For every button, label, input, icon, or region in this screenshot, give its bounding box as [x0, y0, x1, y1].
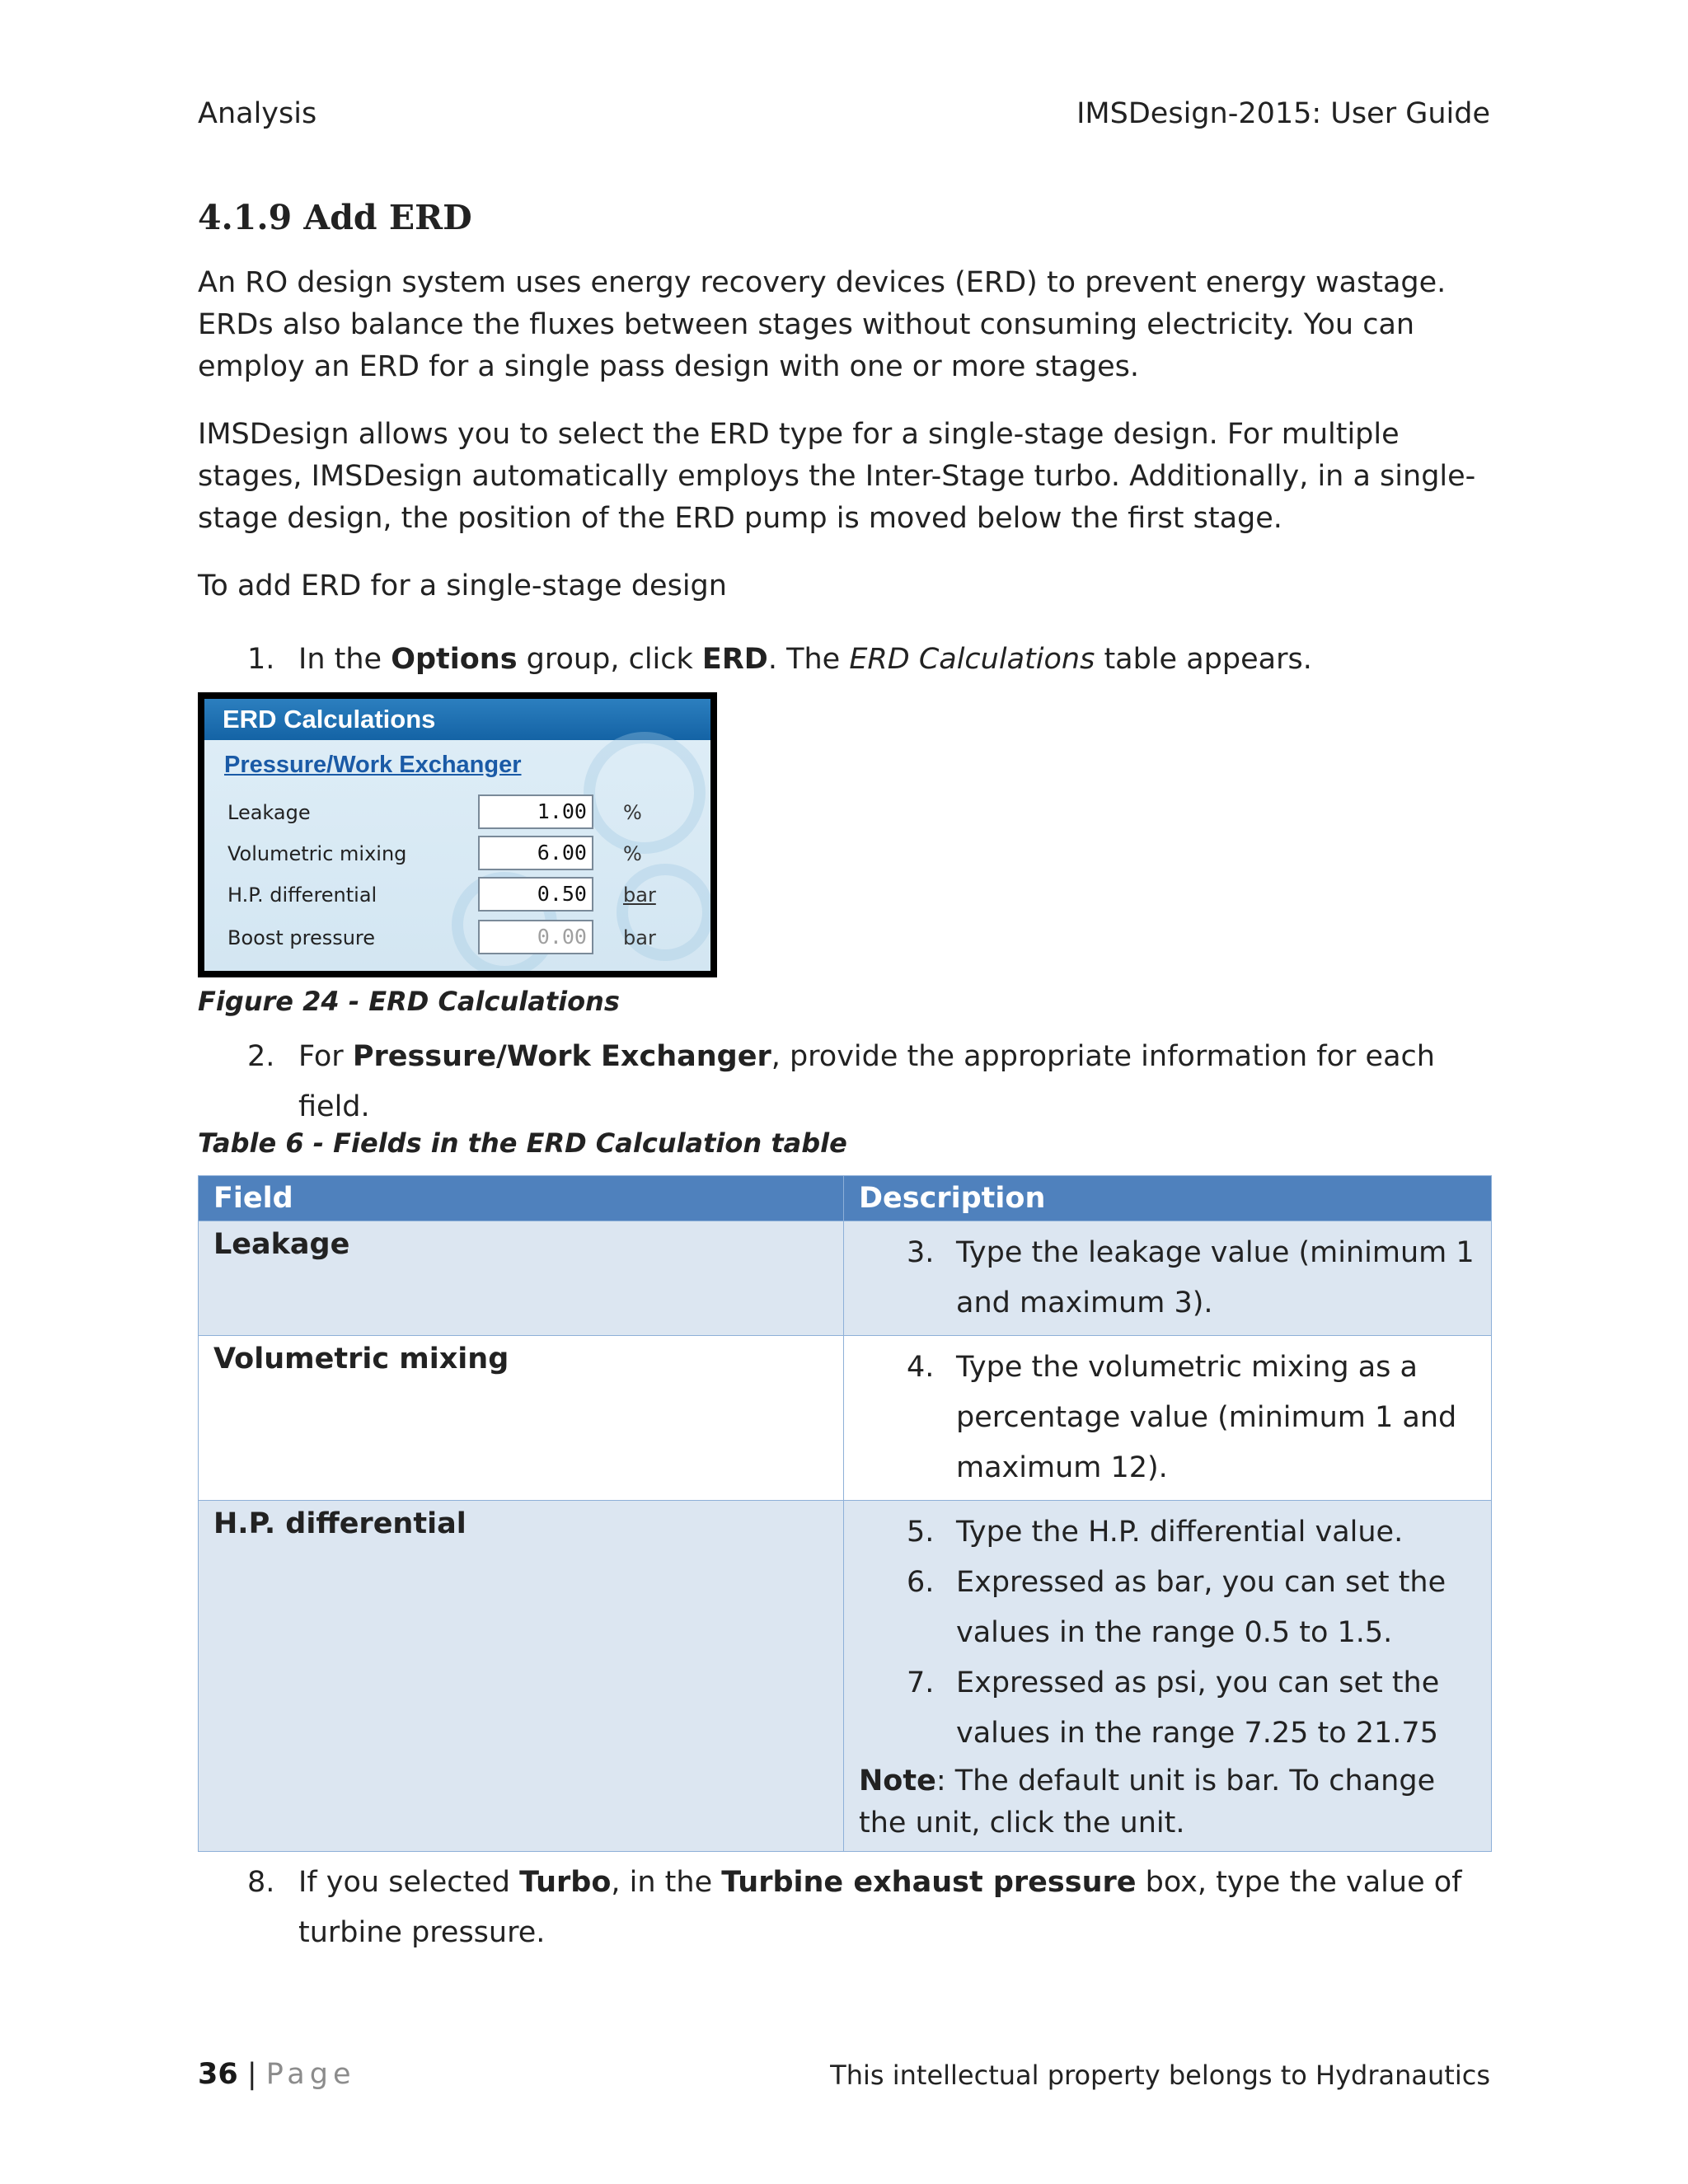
pressure-work-exchanger-link[interactable]: Pressure/Work Exchanger: [224, 752, 522, 778]
header-doc-title: IMSDesign-2015: User Guide: [1076, 97, 1490, 130]
table-row: [199, 1336, 1492, 1501]
leakage-input[interactable]: 1.00: [478, 794, 593, 829]
description-cell: [844, 1221, 1492, 1336]
volumetric-mixing-unit: %: [623, 842, 642, 865]
header-field: Field: [199, 1176, 844, 1221]
intro-paragraph: An RO design system uses energy recovery devices (ERD) to prevent energy wastage. ERDs also balance the fluxes between stages without consuming electricity. You can employ an ERD for a single pass design with one or more stages.: [198, 266, 1447, 383]
list-item: 6. Expressed as bar, you can set the values in the range 0.5 to 1.5.: [907, 1566, 1447, 1649]
step-text: For Pressure/Work Exchanger, provide the appropriate information for each field.: [298, 1040, 1435, 1123]
boost-pressure-unit: bar: [623, 926, 656, 949]
erd-selection-paragraph: IMSDesign allows you to select the ERD type for a single-stage design. For multiple stages, IMSDesign automatically employs the Inter-Stage turbo. Additionally, in a single-stage design, the position of the ERD pump is moved below the first stage.: [198, 418, 1476, 535]
list-item: 7. Expressed as psi, you can set the values in the range 7.25 to 21.75: [907, 1666, 1440, 1750]
list-item: 3. Type the leakage value (minimum 1 and maximum 3).: [907, 1236, 1475, 1319]
description-cell: [844, 1501, 1492, 1852]
table-row: [199, 1501, 1492, 1852]
footer-copyright: This intellectual property belongs to Hydranautics: [830, 2060, 1490, 2091]
step-text: In the Options group, click ERD. The ERD Calculations table appears.: [298, 643, 1312, 676]
boost-pressure-label: Boost pressure: [227, 926, 376, 949]
table-header-row: [199, 1176, 1492, 1221]
boost-pressure-input: 0.00: [478, 920, 593, 954]
leakage-label: Leakage: [227, 801, 311, 824]
hp-differential-row: [204, 877, 710, 913]
hp-differential-unit-link[interactable]: bar: [623, 883, 656, 907]
step-number: 8.: [247, 1866, 275, 1899]
header-section-name: Analysis: [198, 97, 317, 130]
step-text: If you selected Turbo, in the Turbine exhaust pressure box, type the value of turbine pressure.: [298, 1866, 1462, 1949]
erd-calculations-panel: [198, 692, 717, 977]
erd-fields-table: [198, 1175, 1492, 1852]
procedure-intro: To add ERD for a single-stage design: [198, 569, 727, 602]
figure-caption: Figure 24 - ERD Calculations: [198, 986, 620, 1017]
erd-panel-body: [204, 699, 710, 971]
hp-differential-label: H.P. differential: [227, 883, 377, 907]
section-title: 4.1.9 Add ERD: [198, 198, 472, 237]
field-cell: Leakage: [199, 1221, 844, 1336]
table-caption: Table 6 - Fields in the ERD Calculation table: [198, 1127, 847, 1159]
volumetric-mixing-row: [204, 836, 710, 872]
volumetric-mixing-label: Volumetric mixing: [227, 842, 407, 865]
field-cell: Volumetric mixing: [199, 1336, 844, 1501]
boost-pressure-row: [204, 920, 710, 956]
leakage-unit: %: [623, 801, 642, 824]
step-number: 1.: [247, 643, 275, 676]
erd-panel-title: ERD Calculations: [204, 699, 710, 740]
list-item: 5. Type the H.P. differential value.: [907, 1516, 1404, 1549]
step-number: 2.: [247, 1040, 275, 1073]
list-item: 4. Type the volumetric mixing as a percentage value (minimum 1 and maximum 12).: [907, 1351, 1457, 1484]
note-text: Note: The default unit is bar. To change the unit, click the unit.: [859, 1765, 1436, 1840]
leakage-row: [204, 794, 710, 831]
description-cell: [844, 1336, 1492, 1501]
volumetric-mixing-input[interactable]: 6.00: [478, 836, 593, 870]
header-description: Description: [844, 1176, 1492, 1221]
footer-page-number: 36 | Page: [198, 2058, 356, 2091]
hp-differential-input[interactable]: 0.50: [478, 877, 593, 912]
field-cell: H.P. differential: [199, 1501, 844, 1852]
table-row: [199, 1221, 1492, 1336]
